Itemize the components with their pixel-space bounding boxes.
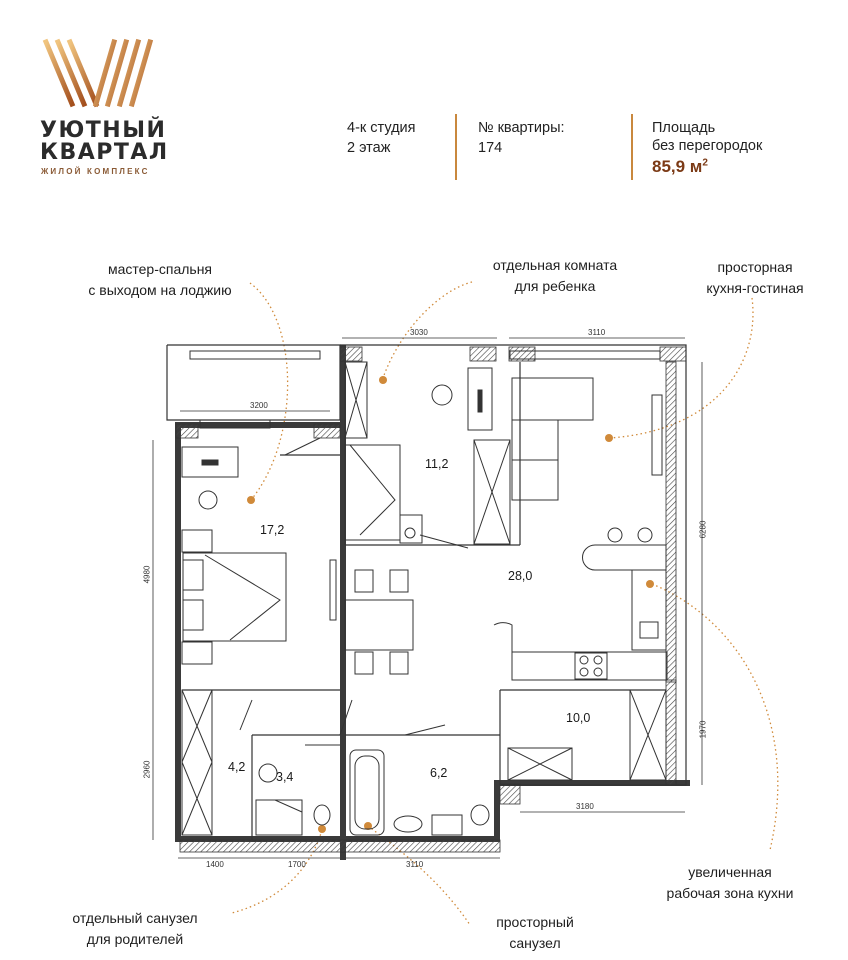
- dim-top-child: 3030: [410, 328, 428, 337]
- dim-left-lower: 2960: [142, 760, 152, 779]
- callout-markers: [247, 376, 654, 833]
- room-area-loggia: 10,0: [566, 711, 591, 725]
- callout-text: отдельная комната: [492, 257, 618, 273]
- apartment-floor: 2 этаж: [347, 140, 391, 156]
- bathroom-fixtures: [256, 750, 489, 835]
- callout-text: мастер-спальня: [107, 261, 213, 277]
- dim-top-kitchen: 3110: [588, 328, 606, 337]
- area-unit-superscript: 2: [702, 157, 708, 169]
- apartment-number: 174: [478, 140, 503, 156]
- area-label-line1: Площадь: [652, 120, 716, 136]
- callout-text: отдельный санузел: [72, 910, 198, 926]
- callout-text: с выходом на лоджию: [88, 282, 232, 298]
- master-bedroom-furniture: [182, 447, 286, 664]
- living-room-furniture: [330, 378, 667, 680]
- callout-text: увеличенная: [688, 864, 772, 880]
- area-label-line2: без перегородок: [652, 138, 763, 154]
- dim-bottom-3: 3110: [406, 860, 424, 869]
- callout-text: для ребенка: [514, 278, 596, 294]
- room-area-bathroom: 6,2: [430, 766, 448, 780]
- callout-text: просторный: [496, 914, 574, 930]
- room-area-wc-parents: 3,4: [276, 770, 294, 784]
- dim-right-lower: 1970: [698, 720, 708, 739]
- dim-right-upper: 6280: [698, 520, 708, 539]
- callout-text: кухня-гостиная: [706, 280, 804, 296]
- loggia-railing: [190, 351, 660, 428]
- room-area-master-bedroom: 17,2: [260, 523, 285, 537]
- area-number: 85,9 м: [652, 157, 703, 176]
- room-area-hall: 4,2: [228, 760, 246, 774]
- room-area-kitchen-living: 28,0: [508, 569, 533, 583]
- callout-text: для родителей: [86, 931, 184, 947]
- dim-bottom-loggia: 3180: [576, 802, 594, 811]
- apartment-type: 4-к студия: [347, 120, 416, 136]
- doors: [240, 438, 468, 745]
- callout-text: просторная: [717, 259, 793, 275]
- brand-name-line1: УЮТНЫЙ: [40, 118, 167, 143]
- callout-text: рабочая зона кухни: [666, 885, 794, 901]
- dim-bottom-1: 1400: [206, 860, 224, 869]
- brand-tagline: ЖИЛОЙ КОМПЛЕКС: [41, 167, 150, 176]
- callout-text: санузел: [509, 935, 561, 951]
- brand-name-line2: КВАРТАЛ: [40, 140, 169, 165]
- callout-leader-lines: [232, 282, 778, 925]
- dim-bottom-2: 1700: [288, 860, 306, 869]
- wardrobes: [182, 362, 666, 835]
- apartment-number-label: № квартиры:: [478, 120, 565, 136]
- dim-top-master: 3200: [250, 401, 268, 410]
- dim-left-upper: 4980: [142, 565, 152, 584]
- room-area-child-room: 11,2: [425, 457, 449, 471]
